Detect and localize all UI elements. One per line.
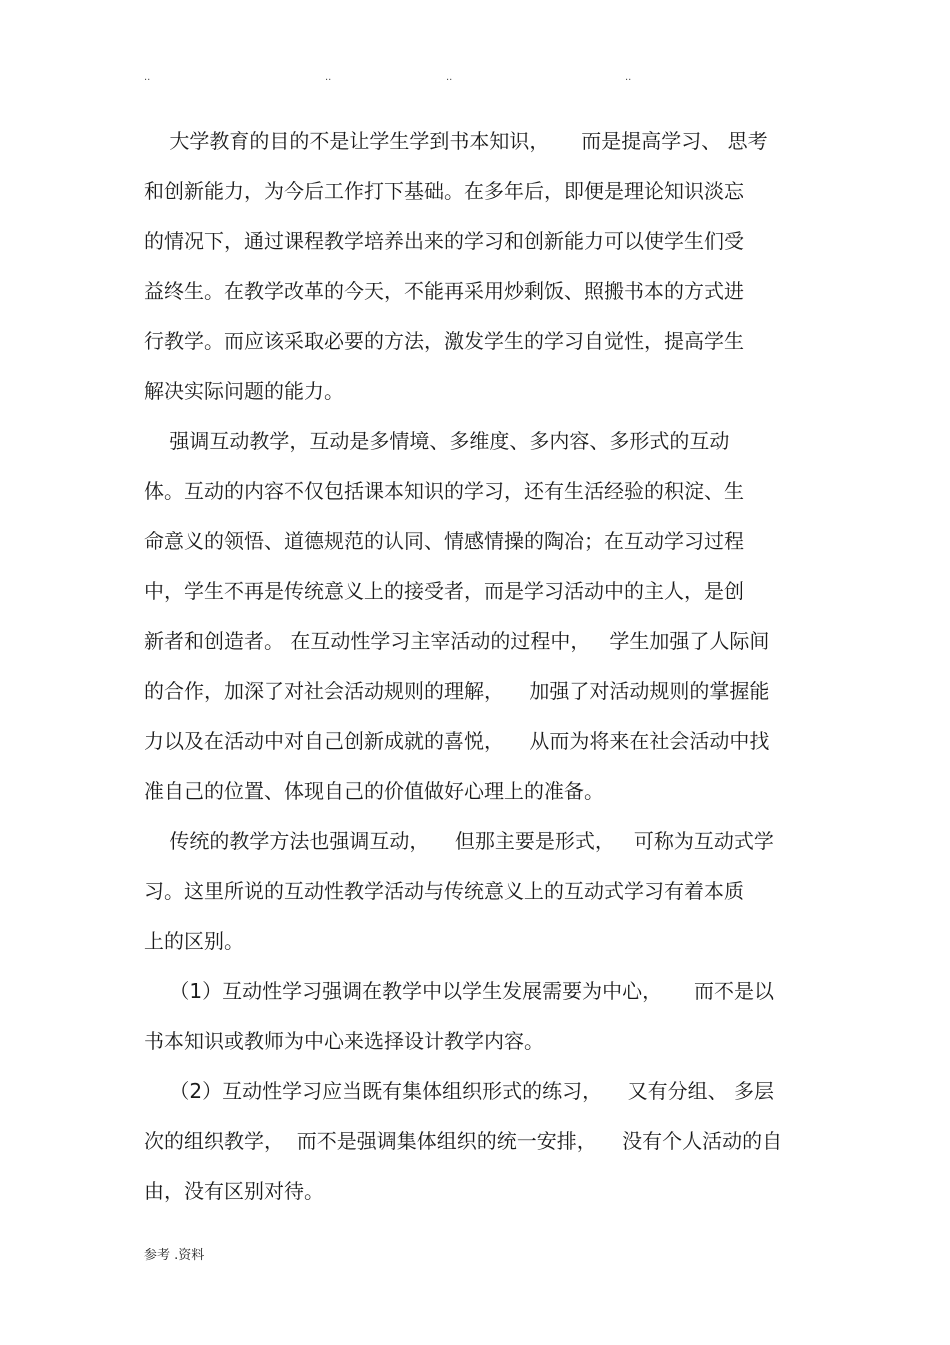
text-line: 解决实际问题的能力。 [144, 379, 344, 403]
text-line: 力以及在活动中对自己创新成就的喜悦， 从而为将来在社会活动中找 [144, 729, 770, 753]
text-line: 行教学。而应该采取必要的方法，激发学生的学习自觉性，提高学生 [144, 329, 744, 353]
text-line: 体。互动的内容不仅包括课本知识的学习，还有生活经验的积淀、生 [144, 479, 744, 503]
text-line: 的情况下，通过课程教学培养出来的学习和创新能力可以使学生们受 [144, 229, 744, 253]
text-line: 命意义的领悟、道德规范的认同、情感情操的陶冶；在互动学习过程 [144, 529, 744, 553]
header-mark: .. [325, 72, 332, 83]
text-line: 大学教育的目的不是让学生学到书本知识， 而是提高学习、 思考 [144, 129, 768, 153]
text-line: 益终生。在教学改革的今天，不能再采用炒剩饭、照搬书本的方式进 [144, 279, 744, 303]
text-line: 中，学生不再是传统意义上的接受者，而是学习活动中的主人，是创 [144, 579, 744, 603]
text-line: 和创新能力，为今后工作打下基础。在多年后，即便是理论知识淡忘 [144, 179, 744, 203]
header-mark: .. [144, 72, 151, 83]
text-line: 的合作，加深了对社会活动规则的理解， 加强了对活动规则的掌握能 [144, 679, 770, 703]
text-line: 上的区别。 [144, 929, 244, 953]
text-line: 次的组织教学， 而不是强调集体组织的统一安排， 没有个人活动的自 [144, 1129, 783, 1153]
text-line: （1）互动性学习强调在教学中以学生发展需要为中心， 而不是以 [144, 979, 774, 1003]
text-line: （2）互动性学习应当既有集体组织形式的练习， 又有分组、 多层 [144, 1079, 774, 1103]
text-line: 准自己的位置、体现自己的价值做好心理上的准备。 [144, 779, 604, 803]
text-line: 书本知识或教师为中心来选择设计教学内容。 [144, 1029, 544, 1053]
text-line: 习。这里所说的互动性教学活动与传统意义上的互动式学习有着本质 [144, 879, 744, 903]
text-line: 新者和创造者。 在互动性学习主宰活动的过程中， 学生加强了人际间 [144, 629, 770, 653]
text-line: 由，没有区别对待。 [144, 1179, 324, 1203]
text-line: 传统的教学方法也强调互动， 但那主要是形式， 可称为互动式学 [144, 829, 774, 853]
header-mark: .. [446, 72, 453, 83]
header-mark: .. [625, 72, 632, 83]
page-footer: 参考 .资料 [144, 1248, 205, 1263]
text-line: 强调互动教学，互动是多情境、多维度、多内容、多形式的互动 [144, 429, 730, 453]
